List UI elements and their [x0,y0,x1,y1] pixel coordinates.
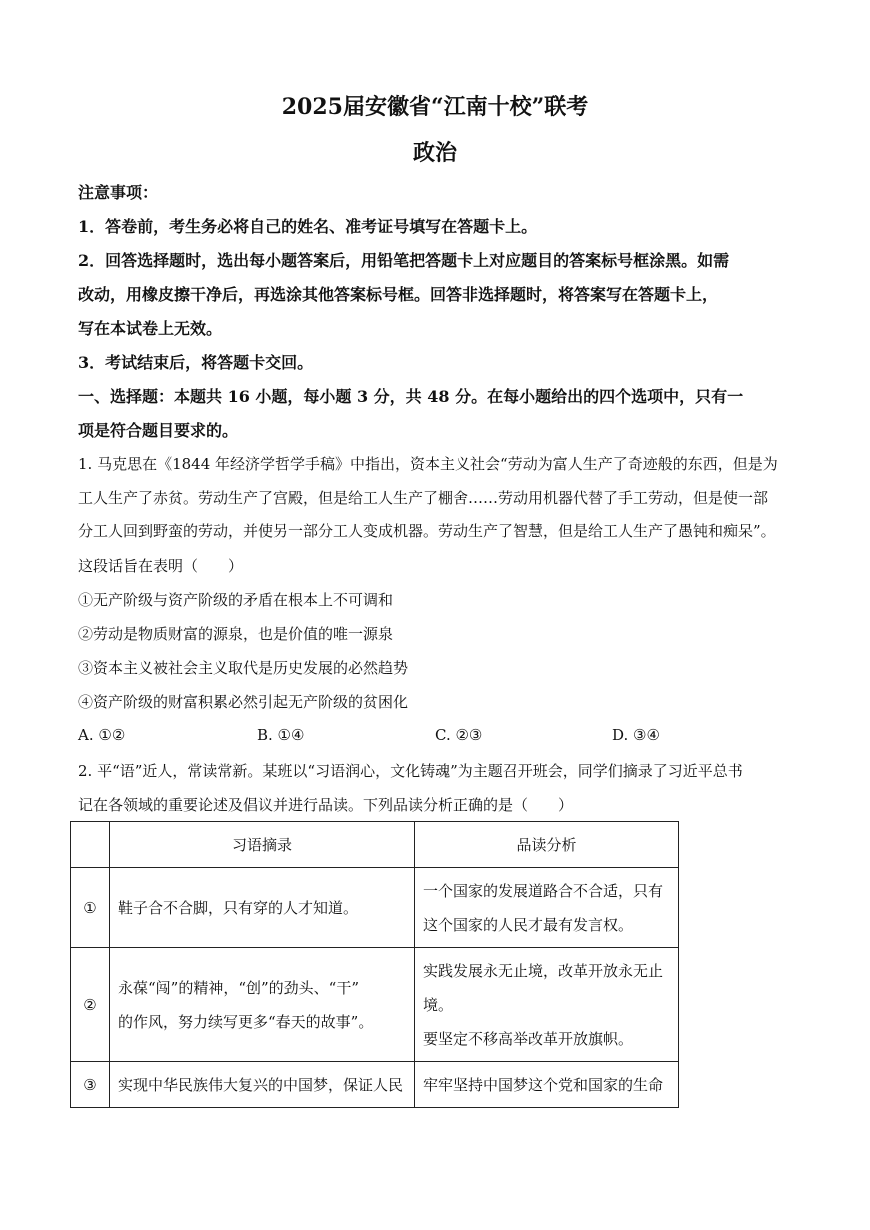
table-header-row [71,822,679,868]
quote-table [70,821,679,1108]
question-1-text: 1. 马克思在《1844 年经济学哲学手稿》中指出，资本主义社会“劳动为富人生产了奇迹般的东西，但是为 [78,455,778,473]
option-c: C. ②③ [435,726,483,744]
cell-line: 实现中华民族伟大复兴的中国梦，保证人民 [118,1075,404,1094]
cell-line: 的作风，努力续写更多“春天的故事”。 [118,1012,374,1031]
section-heading: 一、选择题：本题共 16 小题，每小题 3 分，共 48 分。在每小题给出的四个选项中，只有一 [78,387,744,406]
table-row [71,948,679,1062]
table-header-cell: 品读分析 [415,822,679,868]
row-number: ① [71,868,110,948]
table-header-cell: 习语摘录 [110,822,415,868]
statement-item: ③资本主义被社会主义取代是历史发展的必然趋势 [78,659,409,677]
option-a: A. ①② [78,726,126,744]
statement-item: ④资产阶级的财富积累必然引起无产阶级的贫困化 [78,693,409,711]
cell-line: 境。 [423,995,454,1014]
cell-line: 实践发展永无止境，改革开放永无止 [423,961,664,980]
section-heading: 项是符合题目要求的。 [78,421,239,440]
statement-item: ①无产阶级与资产阶级的矛盾在根本上不可调和 [78,591,394,609]
notice-line: 写在本试卷上无效。 [78,319,223,338]
cell-line: 一个国家的发展道路合不合适，只有 [423,881,664,900]
cell-line: 鞋子合不合脚，只有穿的人才知道。 [118,898,359,917]
option-d: D. ③④ [612,726,660,744]
quote-cell [110,868,415,948]
question-1-text: 分工人回到野蛮的劳动，并使另一部分工人变成机器。劳动生产了智慧，但是给工人生产了愚钝和痴呆”。 [78,522,776,540]
cell-line: 要坚定不移高举改革开放旗帜。 [423,1029,634,1048]
table-row [71,868,679,948]
question-1-text: 工人生产了赤贫。劳动生产了宫殿，但是给工人生产了棚舍……劳动用机器代替了手工劳动，但是使一部 [78,489,769,507]
row-number: ③ [71,1062,110,1108]
analysis-cell [415,868,679,948]
notice-heading: 注意事项： [78,183,159,202]
option-b: B. ①④ [257,726,305,744]
question-2-text: 记在各领域的重要论述及倡议并进行品读。下列品读分析正确的是（ ） [78,796,574,814]
subject-title: 政治 [412,140,457,166]
cell-line: 牢牢坚持中国梦这个党和国家的生命 [423,1075,664,1094]
statement-item: ②劳动是物质财富的源泉，也是价值的唯一源泉 [78,625,394,643]
analysis-cell [415,1062,679,1108]
question-1-text: 这段话旨在表明（ ） [78,557,244,575]
quote-cell [110,1062,415,1108]
notice-line: 3．考试结束后，将答题卡交回。 [78,353,314,372]
row-number: ② [71,948,110,1062]
question-2-text: 2. 平“语”近人，常读常新。某班以“习语润心，文化铸魂”为主题召开班会，同学们摘录了习近平总书 [78,762,743,780]
notice-line: 2．回答选择题时，选出每小题答案后，用铅笔把答题卡上对应题目的答案标号框涂黑。如需 [78,251,730,270]
quote-cell [110,948,415,1062]
exam-title: 2025届安徽省“江南十校”联考 [281,94,589,120]
table-header-cell [71,822,110,868]
notice-line: 改动，用橡皮擦干净后，再选涂其他答案标号框。回答非选择题时，将答案写在答题卡上， [78,285,719,304]
table-row [71,1062,679,1108]
cell-line: 永葆“闯”的精神，“创”的劲头、“干” [118,978,360,997]
cell-line: 这个国家的人民才最有发言权。 [423,915,634,934]
notice-line: 1．答卷前，考生务必将自己的姓名、准考证号填写在答题卡上。 [78,217,538,236]
analysis-cell [415,948,679,1062]
